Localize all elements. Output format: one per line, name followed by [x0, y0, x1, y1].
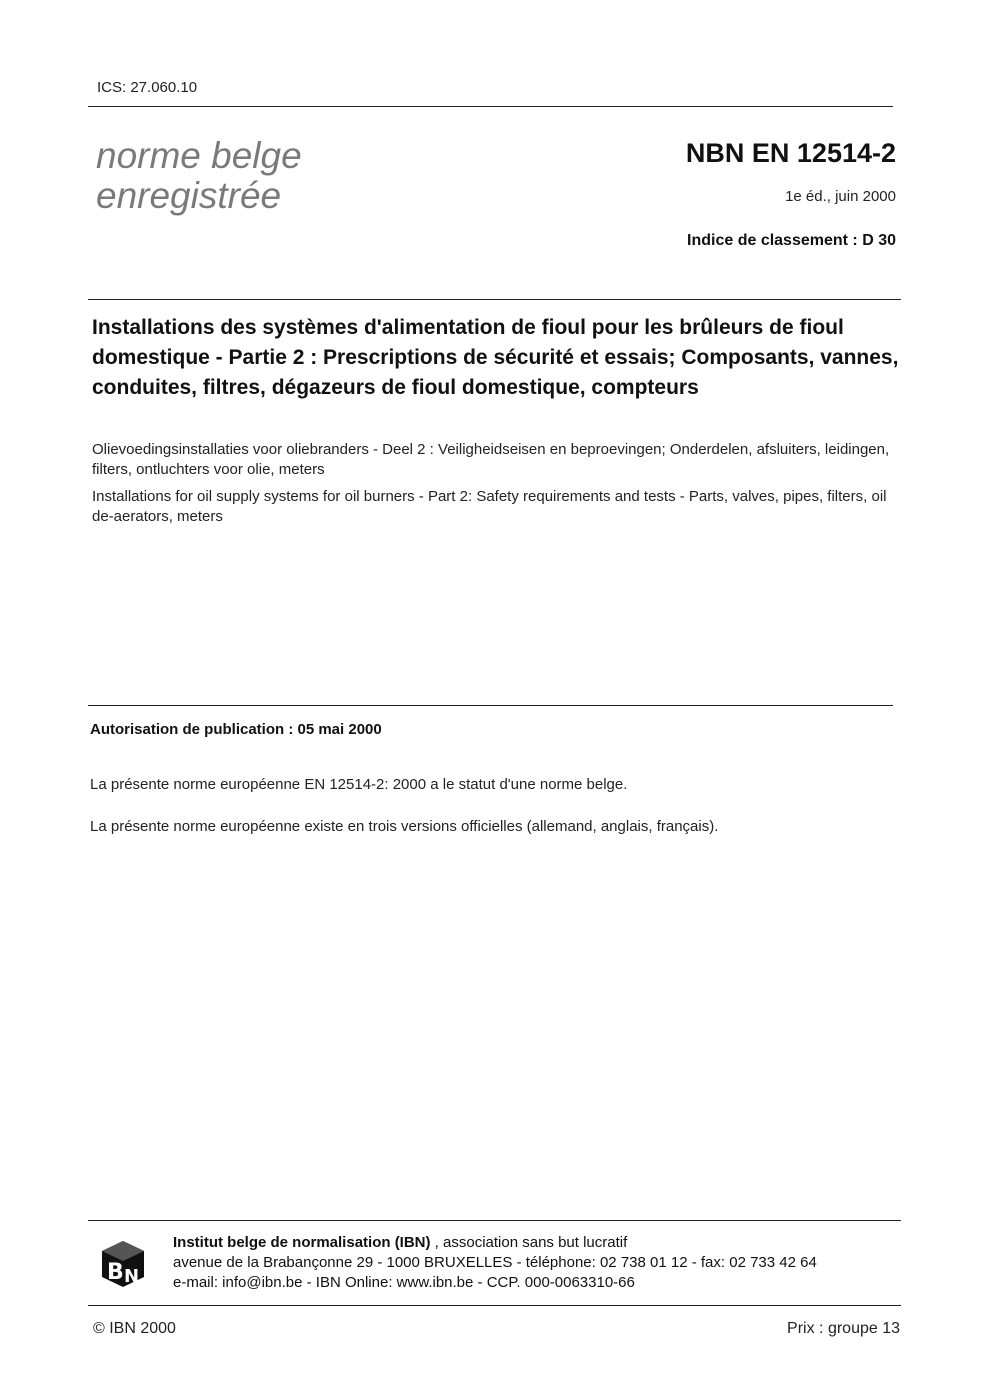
- svg-text:B: B: [107, 1260, 124, 1285]
- institute-block: [173, 1233, 817, 1293]
- price-group: Prix : groupe 13: [787, 1320, 900, 1337]
- ibn-logo-icon: [98, 1239, 148, 1289]
- footer-divider: [88, 1220, 901, 1221]
- label-line-2: enregistrée: [96, 175, 282, 216]
- title-french: Installations des systèmes d'alimentation de fioul pour les brûleurs de fioul domestique - Partie 2 : Prescriptions de sécurité et essais; Composants, vannes, conduites, filtres, dégazeurs de fioul domestique, compteurs: [92, 316, 899, 399]
- copyright-notice: © IBN 2000: [93, 1320, 176, 1337]
- norme-belge-label: [96, 136, 302, 216]
- title-divider: [88, 299, 901, 300]
- svg-text:N: N: [124, 1266, 140, 1287]
- institute-name: Institut belge de normalisation (IBN): [173, 1234, 431, 1251]
- standard-number: NBN EN 12514-2: [685, 138, 896, 168]
- classification-index: Indice de classement : D 30: [687, 232, 896, 249]
- ics-code: ICS: 27.060.10: [97, 79, 198, 96]
- bottom-divider: [88, 1305, 901, 1306]
- title-english: Installations for oil supply systems for oil burners - Part 2: Safety requirements and tests - Parts, valves, pipes, filters, oil de-aerators, meters: [92, 488, 887, 525]
- institute-status: , association sans but lucratif: [430, 1234, 628, 1251]
- edition-date: 1e éd., juin 2000: [785, 188, 896, 205]
- top-divider: [88, 106, 893, 107]
- label-line-1: norme belge: [96, 135, 302, 176]
- institute-contact: e-mail: info@ibn.be - IBN Online: www.ibn.be - CCP. 000-0063310-66: [173, 1274, 635, 1291]
- publication-authorisation: Autorisation de publication : 05 mai 2000: [90, 721, 382, 738]
- status-statement: La présente norme européenne EN 12514-2: 2000 a le statut d'une norme belge.: [90, 776, 628, 793]
- institute-address: avenue de la Brabançonne 29 - 1000 BRUXELLES - téléphone: 02 738 01 12 - fax: 02 733 42 64: [173, 1254, 817, 1271]
- institute-heading: [173, 1233, 817, 1253]
- publication-divider: [88, 705, 893, 706]
- versions-statement: La présente norme européenne existe en trois versions officielles (allemand, anglais, français).: [90, 818, 719, 835]
- title-dutch: Olievoedingsinstallaties voor oliebranders - Deel 2 : Veiligheidseisen en beproevingen; Onderdelen, afsluiters, leidingen, filters, ontluchters voor olie, meters: [92, 441, 890, 478]
